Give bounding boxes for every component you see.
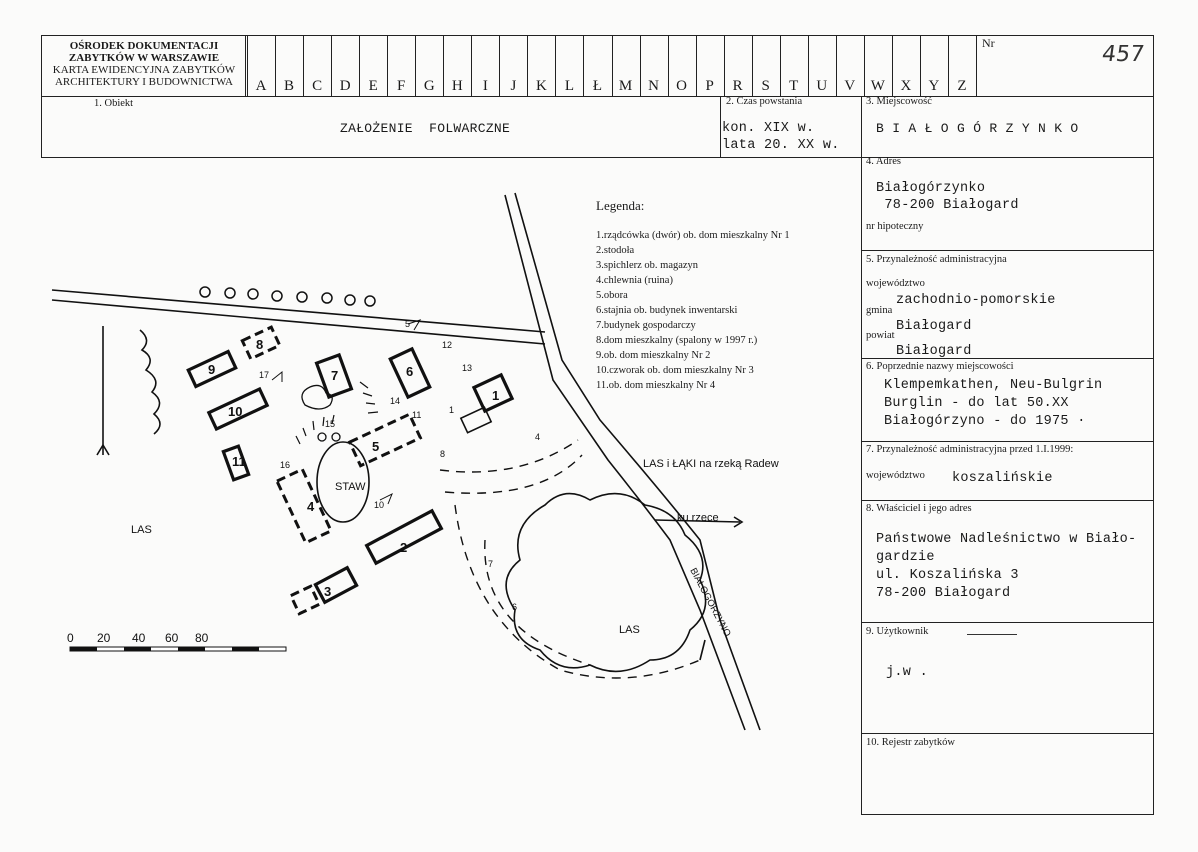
gmina-value: Białogard (896, 319, 972, 334)
forest-edge-west (140, 330, 160, 434)
legend-title: Legenda: (596, 198, 645, 213)
letter-divider (583, 35, 584, 96)
scale-bar (67, 631, 286, 651)
viewpoint-13: 13 (462, 363, 473, 373)
legend-item-1: 1.rządcówka (dwór) ob. dom mieszkalny Nr 1 (596, 230, 790, 241)
road-name-label: BIAŁOGÓRZYNO (687, 566, 733, 639)
adres-label: 4. Adres (866, 156, 901, 167)
letter-divider (892, 35, 893, 96)
letter-cell-16: P (705, 78, 714, 94)
building-label-10: 10 (228, 404, 243, 419)
adres-value-1: Białogórzynko (876, 181, 986, 196)
letter-cell-4: E (368, 78, 378, 94)
letter-divider (471, 35, 472, 96)
building-label-6: 6 (406, 364, 414, 379)
site-map (0, 160, 860, 750)
letter-cell-3: D (339, 78, 351, 94)
viewpoint-6: 6 (512, 602, 518, 612)
viewpoint-4: 4 (535, 432, 541, 442)
poprzednie-value-1: Klempemkathen, Neu-Bulgrin (884, 378, 1103, 393)
letter-cell-24: Y (928, 78, 940, 94)
building-label-5: 5 (372, 439, 380, 454)
poprzednie-value-3: Białogórzyno - do 1975 · (884, 414, 1086, 429)
letter-cell-1: B (284, 78, 295, 94)
letter-cell-0: A (255, 78, 267, 94)
building-label-4: 4 (307, 499, 315, 514)
woj-przed-label: województwo (866, 470, 925, 481)
scale-label-40: 40 (132, 631, 146, 645)
path-south-inner (485, 540, 590, 665)
viewpoint-16: 16 (280, 460, 291, 470)
tree-small-1 (318, 433, 326, 441)
viewpoint-12: 12 (442, 340, 453, 350)
letter-divider (303, 35, 304, 96)
wlasciciel-value-3: ul. Koszalińska 3 (876, 568, 1019, 583)
przed1999-label: 7. Przynależność administracyjna przed 1.I.1999: (866, 444, 1074, 455)
building-2 (367, 511, 442, 563)
letter-divider (331, 35, 332, 96)
legend-item-8: 8.dom mieszkalny (spalony w 1997 r.) (596, 335, 758, 346)
scale-label-80: 80 (195, 631, 209, 645)
viewpoint-1: 1 (449, 405, 455, 415)
letter-cell-9: J (510, 78, 517, 94)
adres-value-2: 78-200 Białogard (876, 198, 1019, 213)
path-north (440, 440, 578, 472)
gmina-label: gmina (866, 305, 893, 316)
letter-divider (808, 35, 809, 96)
viewpoint-17: 17 (259, 370, 270, 380)
scale-label-0: 0 (67, 631, 74, 645)
institution-block (44, 40, 244, 88)
letter-cell-10: K (535, 78, 547, 94)
letter-divider (752, 35, 753, 96)
las-south-label: LAS (619, 624, 640, 636)
legend-item-6: 6.stajnia ob. budynek inwentarski (596, 305, 738, 316)
legend-item-10: 10.czworak ob. dom mieszkalny Nr 3 (596, 365, 754, 376)
uzytkownik-value: j.w . (886, 665, 929, 680)
letter-cell-14: N (648, 78, 659, 94)
tree-small-2 (332, 433, 340, 441)
powiat-label: powiat (866, 330, 895, 341)
nr-value: 457 (1100, 42, 1146, 67)
wlasciciel-value-1: Państwowe Nadleśnictwo w Biało- (876, 532, 1137, 547)
building-3-annex (291, 586, 319, 613)
nr-label: Nr (982, 36, 995, 50)
letter-cell-22: W (870, 78, 885, 94)
wojewodztwo-label: województwo (866, 278, 925, 289)
powiat-value: Białogard (896, 344, 972, 359)
card-title-1: KARTA EWIDENCYJNA ZABYTKÓW (52, 64, 236, 76)
letter-cell-6: G (423, 78, 435, 94)
letter-cell-11: L (564, 78, 575, 94)
legend-item-5: 5.obora (596, 290, 628, 301)
legend-item-3: 3.spichlerz ob. magazyn (596, 260, 699, 271)
viewpoint-8: 8 (440, 449, 446, 459)
przynaleznosc-label: 5. Przynależność administracyjna (866, 254, 1007, 265)
letter-divider (612, 35, 613, 96)
letter-divider (275, 35, 276, 96)
building-label-3: 3 (324, 584, 332, 599)
hipoteczny-label: nr hipoteczny (866, 221, 924, 232)
building-label-9: 9 (208, 362, 216, 377)
letter-divider (864, 35, 865, 96)
obiekt-label: 1. Obiekt (94, 98, 134, 109)
ku-rzece-label: ku rzece (677, 512, 719, 524)
letter-divider (780, 35, 781, 96)
uzytkownik-label: 9. Użytkownik (866, 626, 929, 637)
viewpoint-15: 15 (325, 419, 336, 429)
wlasciciel-label: 8. Właściciel i jego adres (866, 503, 972, 514)
letter-cell-15: O (676, 78, 687, 94)
tree-row (200, 287, 375, 306)
letter-divider (359, 35, 360, 96)
legend-item-9: 9.ob. dom mieszkalny Nr 2 (596, 350, 711, 361)
viewpoint-11: 11 (412, 410, 422, 420)
building-1-annex (461, 407, 491, 432)
czas-value-1: kon. XIX w. (722, 121, 815, 136)
card-title-2: ARCHITEKTURY I BUDOWNICTWA (54, 76, 234, 88)
scale-label-60: 60 (165, 631, 179, 645)
building-label-8: 8 (256, 337, 264, 352)
obiekt-value: ZAŁOŻENIE FOLWARCZNE (340, 121, 511, 136)
road-west-top (52, 290, 545, 332)
miejscowosc-value: B I A Ł O G Ó R Z Y N K O (876, 121, 1079, 136)
letter-cell-7: H (451, 78, 463, 94)
letter-cell-13: M (618, 78, 633, 94)
letter-divider (668, 35, 669, 96)
letter-cell-23: X (900, 78, 912, 94)
building-3 (315, 568, 356, 603)
wlasciciel-value-2: gardzie (876, 550, 935, 565)
letter-cell-18: S (761, 78, 770, 94)
building-label-1: 1 (492, 388, 500, 403)
wlasciciel-value-4: 78-200 Białogard (876, 586, 1011, 601)
building-label-2: 2 (400, 540, 408, 555)
letter-divider (836, 35, 837, 96)
scale-label-20: 20 (97, 631, 111, 645)
letter-divider (640, 35, 641, 96)
viewpoint-10: 10 (374, 500, 385, 510)
legend-item-4: 4.chlewnia (ruina) (596, 275, 673, 286)
institution-name: OŚRODEK DOKUMENTACJI (69, 40, 219, 52)
las-west-label: LAS (131, 524, 152, 536)
viewpoint-17-arrow (272, 372, 282, 382)
letter-divider (948, 35, 949, 96)
wojewodztwo-value: zachodnio-pomorskie (896, 293, 1056, 308)
poprzednie-label: 6. Poprzednie nazwy miejscowości (866, 361, 1014, 372)
letter-divider (696, 35, 697, 96)
building-label-7: 7 (331, 368, 339, 383)
road-west-bottom (52, 300, 545, 344)
letter-divider (443, 35, 444, 96)
miejscowosc-label: 3. Miejscowość (866, 96, 932, 107)
letter-cell-12: Ł (592, 78, 603, 94)
letter-cell-2: C (312, 78, 323, 94)
pond-label: STAW (335, 481, 366, 493)
letter-divider (724, 35, 725, 96)
legend-item-2: 2.stodoła (596, 245, 635, 256)
letter-cell-25: Z (957, 78, 967, 94)
letter-cell-5: F (397, 78, 406, 94)
letter-divider (920, 35, 921, 96)
institution-city: ZABYTKÓW W WARSZAWIE (68, 52, 220, 64)
letter-divider (555, 35, 556, 96)
viewpoint-14: 14 (390, 396, 401, 406)
building-5 (350, 414, 421, 465)
czas-label: 2. Czas powstania (726, 96, 803, 107)
letter-divider (527, 35, 528, 96)
letter-divider (387, 35, 388, 96)
viewpoint-7: 7 (488, 559, 494, 569)
legend-item-7: 7.budynek gospodarczy (596, 320, 696, 331)
letter-cell-8: I (482, 78, 488, 94)
letter-cell-17: R (732, 78, 743, 94)
letter-divider (415, 35, 416, 96)
road-arrow (700, 640, 705, 660)
viewpoint-5: 5 (405, 319, 411, 329)
legend-item-11: 11.ob. dom mieszkalny Nr 4 (596, 380, 716, 391)
poprzednie-value-2: Burglin - do lat 50.XX (884, 396, 1069, 411)
woj-przed-value: koszalińskie (952, 471, 1053, 486)
letter-cell-20: U (816, 78, 828, 94)
rejestr-label: 10. Rejestr zabytków (866, 737, 955, 748)
czas-value-2: lata 20. XX w. (722, 138, 840, 153)
building-label-11: 11 (232, 454, 246, 469)
uzytkownik-dash (967, 634, 1017, 635)
letter-cell-19: T (789, 78, 799, 94)
las-laki-label: LAS i ŁĄKI na rzeką Radew (643, 458, 779, 470)
path-north-2 (445, 455, 582, 493)
letter-divider (247, 35, 248, 96)
letter-cell-21: V (844, 78, 856, 94)
letter-divider (499, 35, 500, 96)
